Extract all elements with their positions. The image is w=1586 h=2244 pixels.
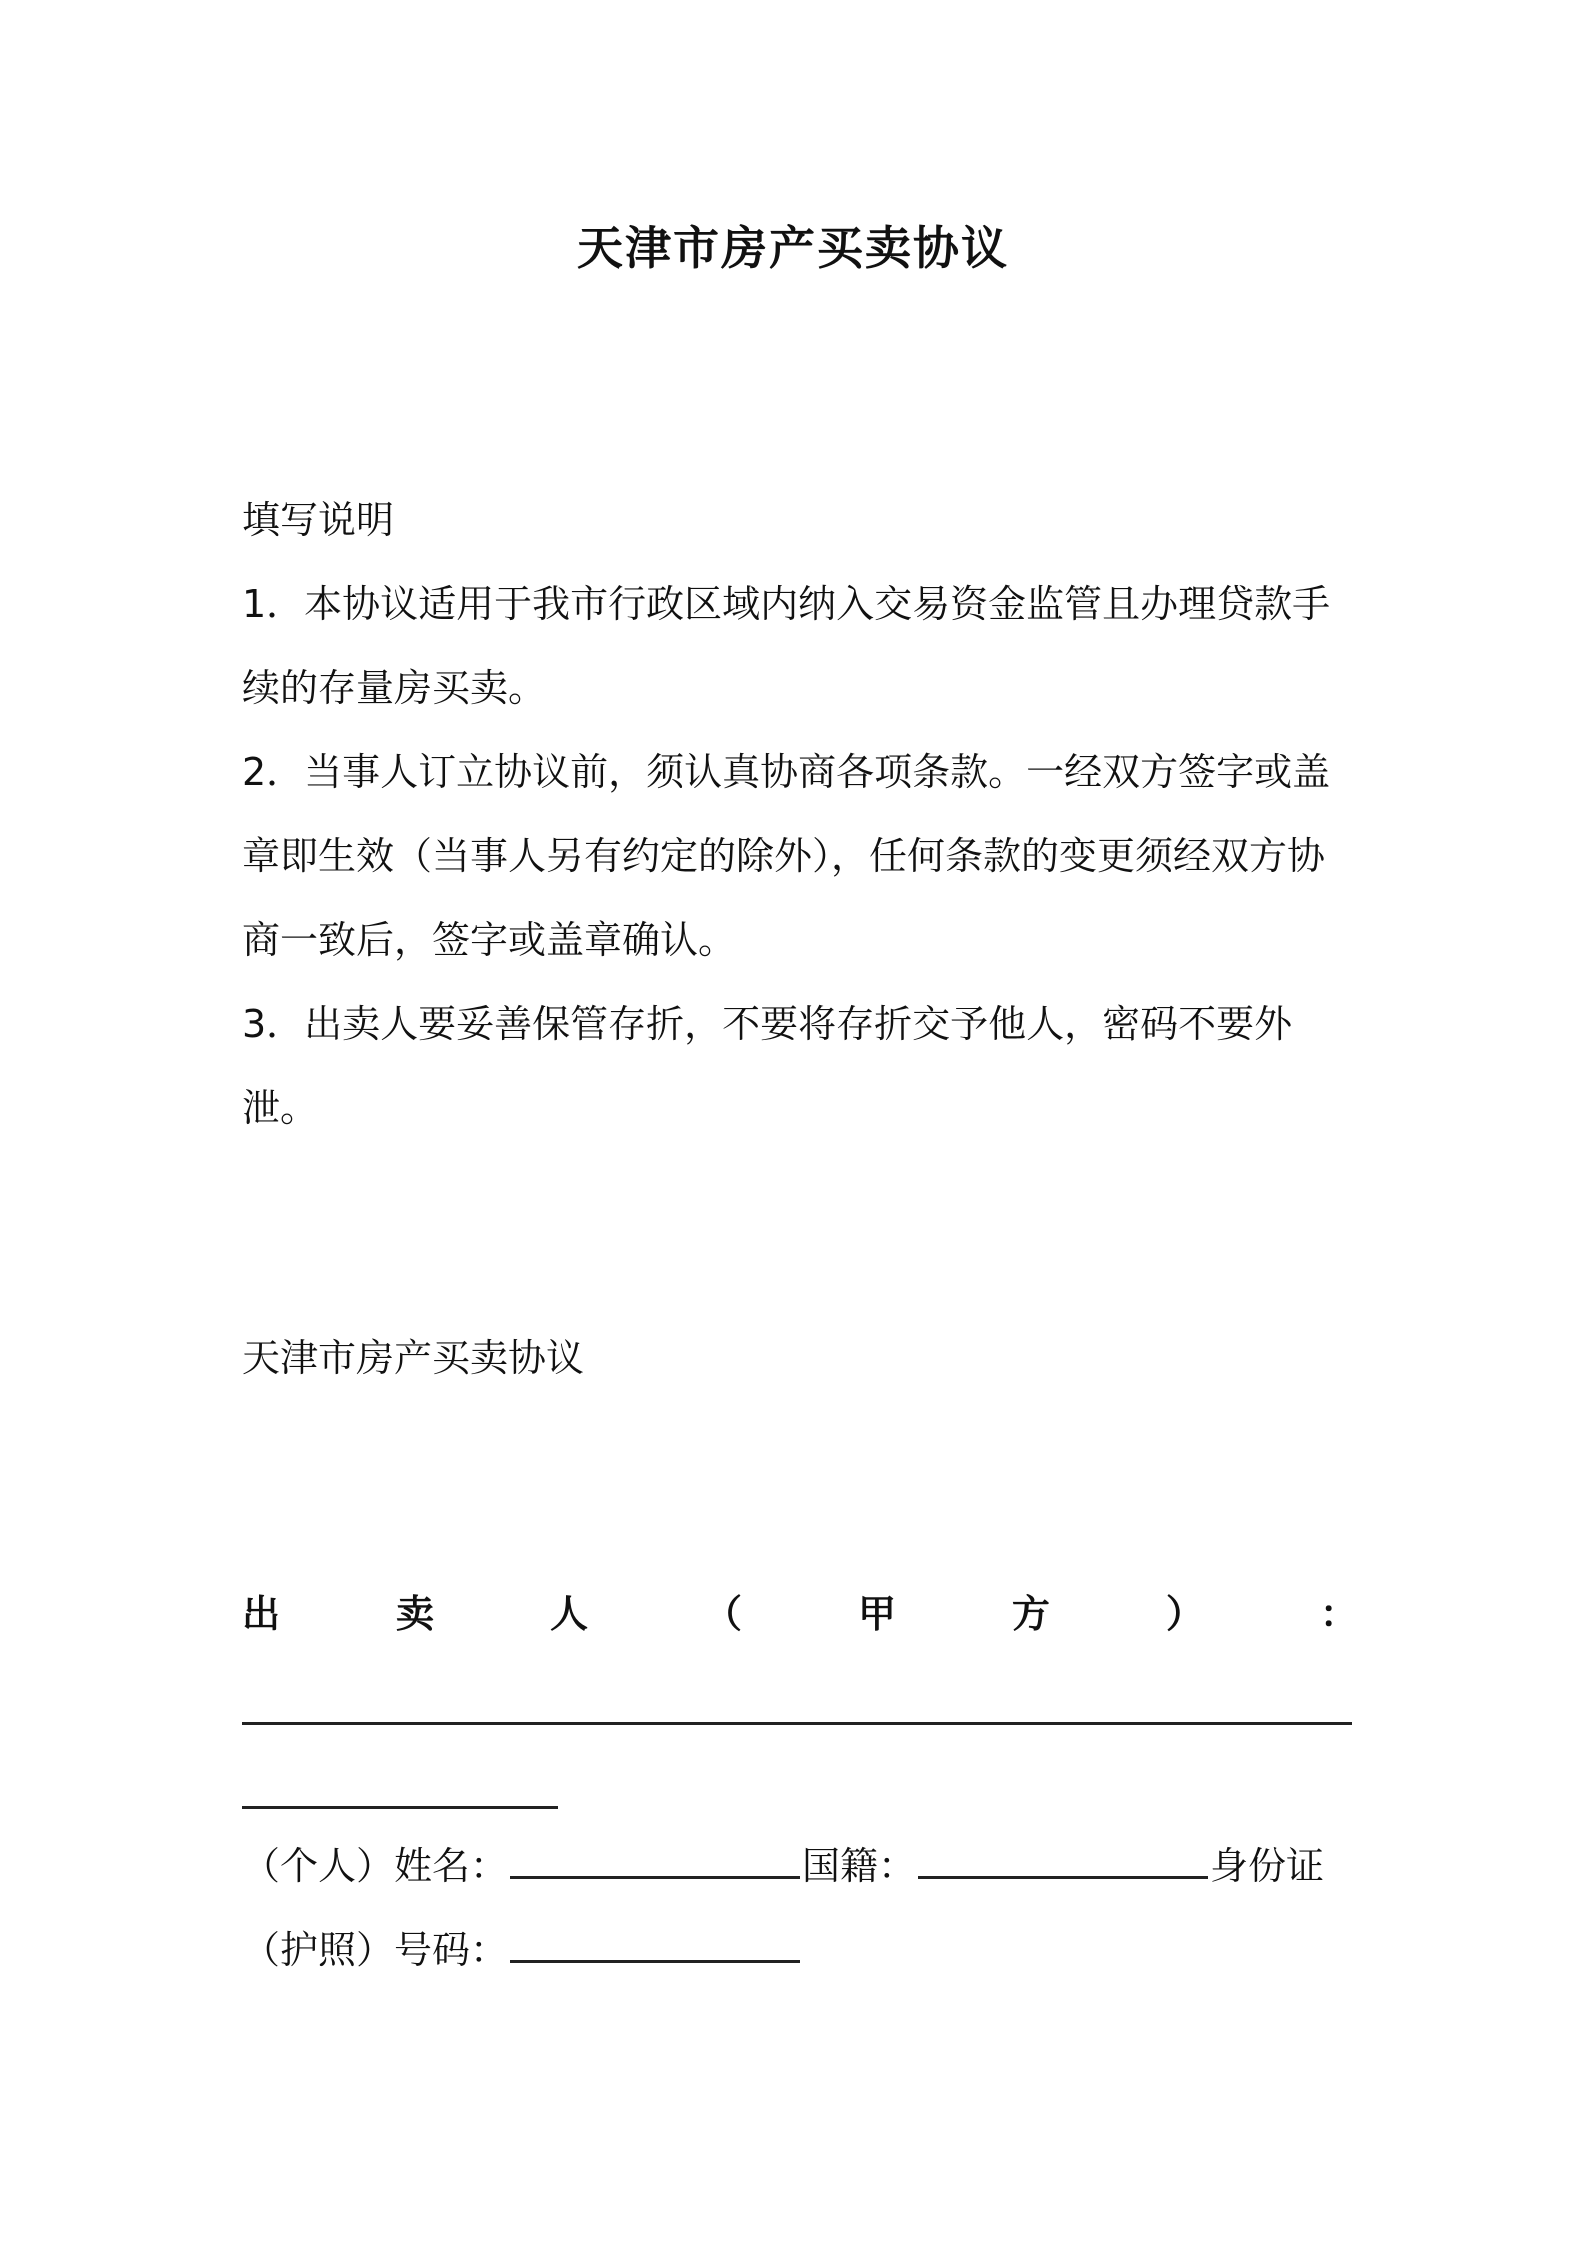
nationality-blank[interactable] xyxy=(918,1832,1208,1879)
individual-name-label: （个人）姓名： xyxy=(242,1844,509,1888)
instruction-item-3: 3．出卖人要妥善保管存折，不要将存折交予他人，密码不要外泄。 xyxy=(242,1002,1293,1130)
instructions-heading: 填写说明 xyxy=(242,498,395,542)
seller-label-char: 人 xyxy=(549,1592,588,1636)
seller-name-nationality-row xyxy=(242,1824,1358,1908)
seller-label-char: 甲 xyxy=(857,1592,896,1636)
seller-name-blank-line[interactable] xyxy=(242,1722,1352,1725)
id-number-blank[interactable] xyxy=(510,1916,800,1963)
seller-label-char: ： xyxy=(1319,1592,1358,1636)
seller-label-char: 出 xyxy=(242,1592,281,1636)
seller-label-char: 卖 xyxy=(395,1592,434,1636)
passport-number-label: （护照）号码： xyxy=(242,1928,509,1972)
seller-personal-info xyxy=(242,1824,1358,1992)
seller-label-char: （ xyxy=(703,1592,742,1636)
instruction-item-1: 1．本协议适用于我市行政区域内纳入交易资金监管且办理贷款手续的存量房买卖。 xyxy=(242,582,1331,710)
document-title: 天津市房产买卖协议 xyxy=(577,221,1009,275)
name-blank[interactable] xyxy=(510,1832,800,1879)
id-label: 身份证 xyxy=(1210,1844,1325,1888)
agreement-subtitle: 天津市房产买卖协议 xyxy=(242,1336,585,1380)
instruction-item-2: 2．当事人订立协议前，须认真协商各项条款。一经双方签字或盖章即生效（当事人另有约定的除外），任何条款的变更须经双方协商一致后，签字或盖章确认。 xyxy=(242,750,1331,962)
seller-label-char: ） xyxy=(1165,1592,1204,1636)
nationality-label: 国籍： xyxy=(802,1844,917,1888)
seller-party-label xyxy=(242,1572,1358,1656)
instructions-section xyxy=(242,478,1358,1150)
seller-id-number-row xyxy=(242,1908,1358,1992)
seller-name-blank-line-continued[interactable] xyxy=(242,1806,558,1809)
seller-label-char: 方 xyxy=(1011,1592,1050,1636)
